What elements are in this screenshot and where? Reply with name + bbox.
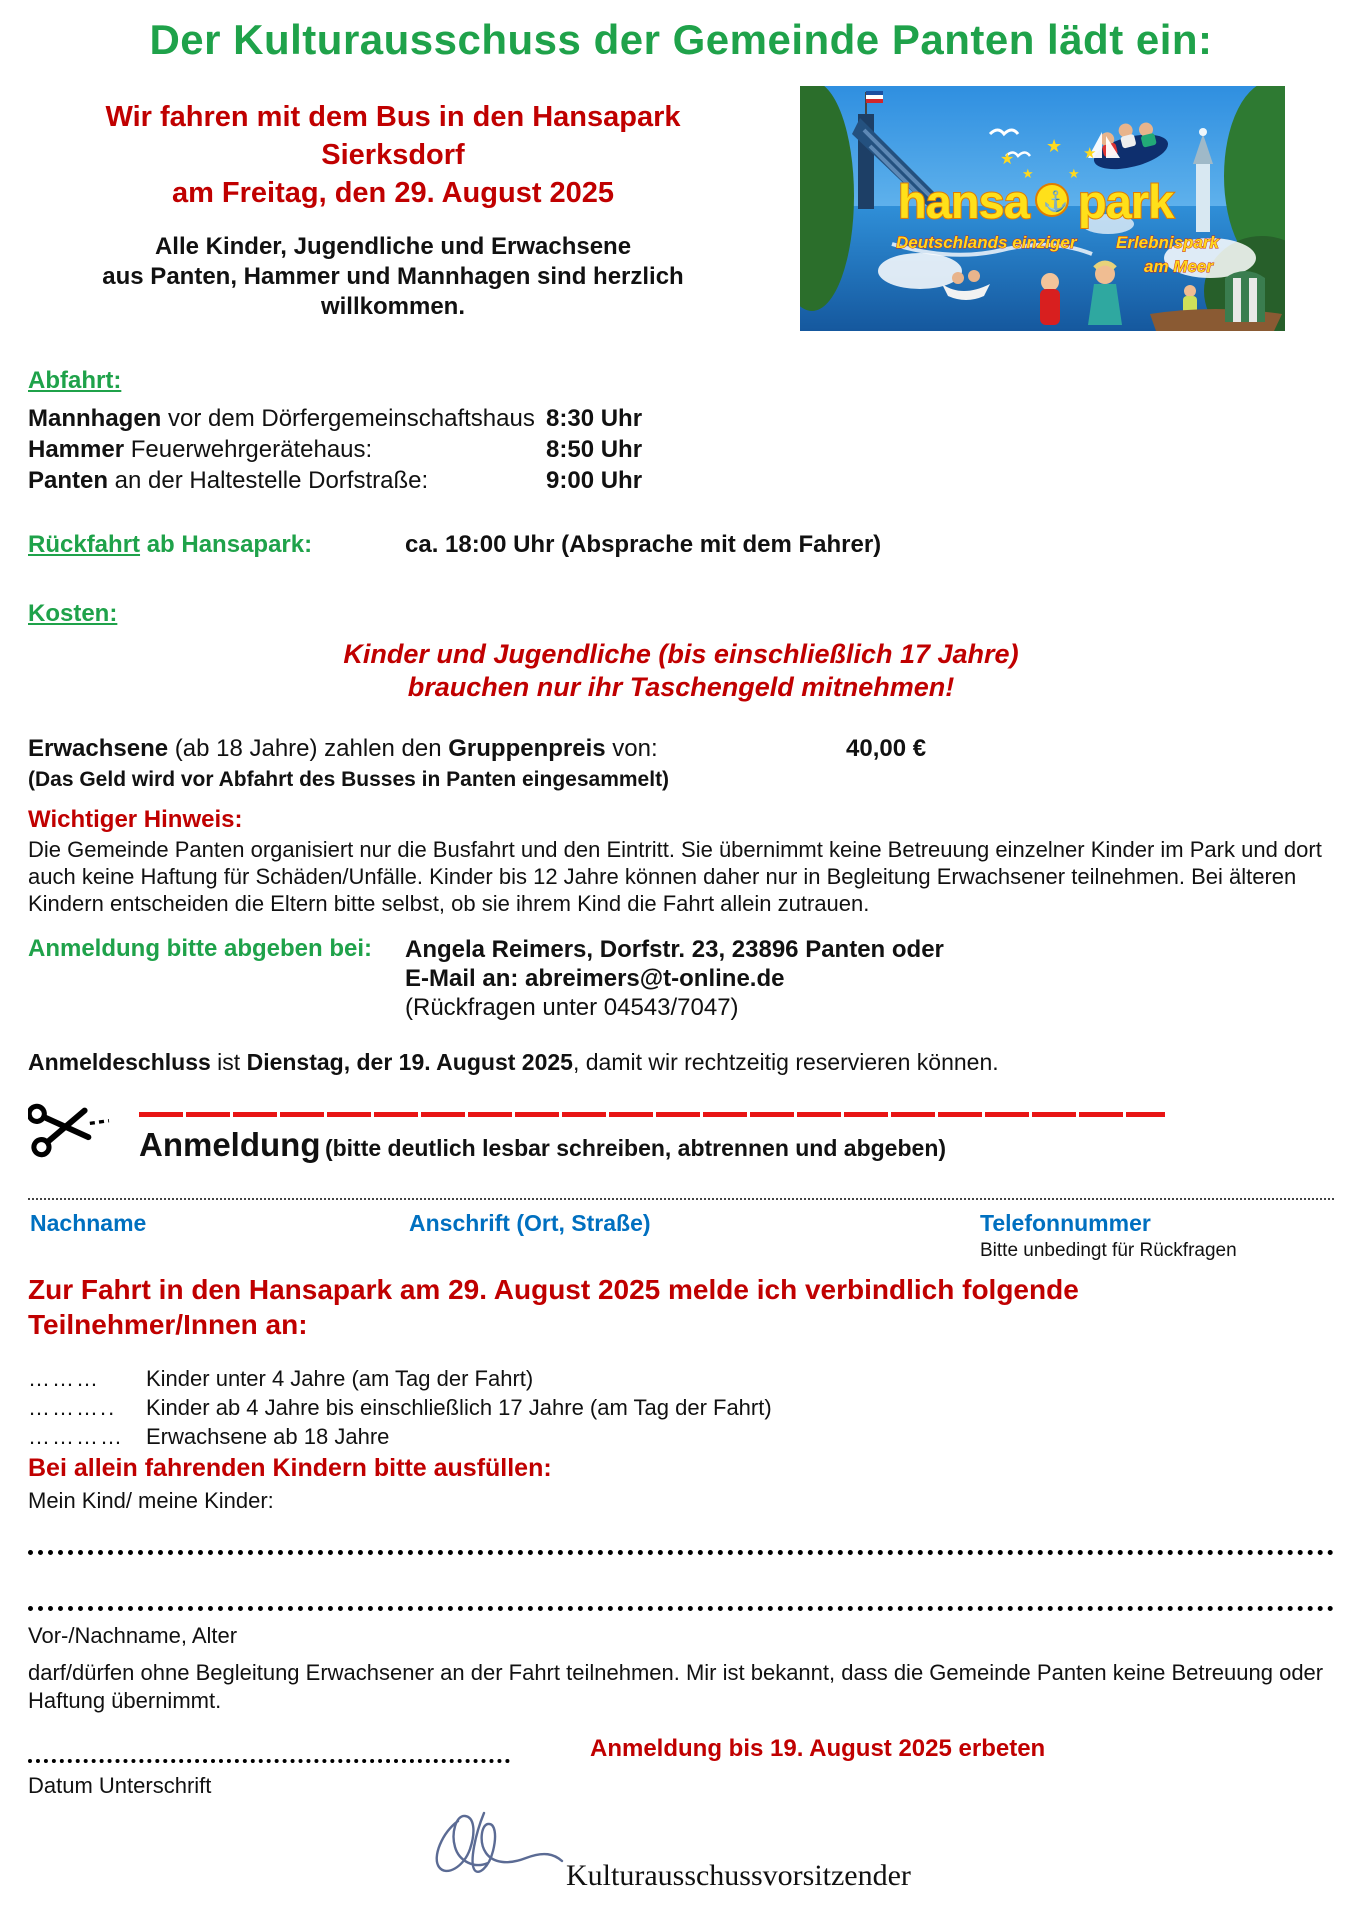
logo-star: ★ <box>1083 145 1097 162</box>
anmeldeschluss-mid: ist <box>210 1049 247 1075</box>
footer-role-title: Kulturausschussvorsitzender <box>566 1859 911 1892</box>
contact-email: E-Mail an: abreimers@t-online.de <box>405 965 785 992</box>
rueckfahrt-row <box>28 530 1334 560</box>
hansapark-illustration <box>800 86 1285 331</box>
register-line1: Zur Fahrt in den Hansapark am 29. August 2025 melde ich verbindlich folgende <box>28 1274 1079 1305</box>
kids-price-note <box>28 638 1334 704</box>
abfahrt-row <box>28 465 1334 496</box>
abfahrt-place-detail: Feuerwehrgerätehaus: <box>124 436 373 463</box>
page-title: Der Kulturausschuss der Gemeinde Panten lädt ein: <box>149 16 1213 63</box>
hinweis-paragraph: Die Gemeinde Panten organisiert nur die Busfahrt und den Eintritt. Sie übernimmt keine Betreuung einzelner Kinder im Park und dort auch keine Haftung für Schäden/Unfälle. Kinder bis 12 Jahre können daher nur in Begleitung Erwachsener teilnehmen. Bei älteren Kindern entscheiden die Eltern bitte selbst, ob sie ihrem Kind die Fahrt allein zutrauen. <box>28 837 1322 916</box>
hansapark-image <box>800 86 1285 331</box>
telefon-hint: Bitte unbedingt für Rückfragen <box>980 1240 1237 1261</box>
logo-star: ★ <box>1068 166 1080 181</box>
contact-address: Angela Reimers, Dorfstr. 23, 23896 Panten oder <box>405 936 944 963</box>
price-value: 40,00 € <box>846 735 927 762</box>
welcome-line1: Alle Kinder, Jugendliche und Erwachsene <box>154 233 632 260</box>
hinweis-heading: Wichtiger Hinweis: <box>28 806 243 833</box>
column-label-telefon: Telefonnummer <box>980 1210 1151 1236</box>
column-label-anschrift: Anschrift (Ort, Straße) <box>409 1210 651 1236</box>
form-header-note: (bitte deutlich lesbar schreiben, abtrennen und abgeben) <box>324 1135 947 1161</box>
trip-heading <box>28 98 758 212</box>
abfahrt-place: Mannhagen <box>28 405 162 432</box>
column-label-nachname: Nachname <box>30 1210 147 1236</box>
hansapark-logo-left: hansa <box>898 175 1029 228</box>
name-age-label: Vor-/Nachname, Alter <box>28 1623 238 1648</box>
adults-price-row <box>28 734 1334 764</box>
adults-label-mid: (ab 18 Jahre) zahlen den <box>168 735 449 762</box>
count-row <box>28 1422 1334 1451</box>
count-row <box>28 1364 1334 1393</box>
kids-price-line2: brauchen nur ihr Taschengeld mitnehmen! <box>407 672 955 702</box>
logo-star: ★ <box>1000 151 1015 168</box>
adults-label-bold: Erwachsene <box>28 735 169 762</box>
park-tagline-left: Deutschlands einziger <box>896 233 1077 252</box>
trip-heading-line1: Wir fahren mit dem Bus in den Hansapark <box>105 101 681 133</box>
abfahrt-place-detail: vor dem Dörfergemeinschaftshaus <box>161 405 535 432</box>
intro-block <box>28 86 758 322</box>
hansapark-logo-right: park <box>1078 175 1174 228</box>
welcome-line2: aus Panten, Hammer und Mannhagen sind herzlich <box>102 263 684 290</box>
write-line-heavy <box>28 1545 1334 1555</box>
count-label: Kinder ab 4 Jahre bis einschließlich 17 Jahre (am Tag der Fahrt) <box>146 1395 772 1420</box>
abgeben-section <box>28 935 1334 1023</box>
count-write-in: ………… <box>28 1424 124 1449</box>
abfahrt-place: Hammer <box>28 436 125 463</box>
group-price-label: Gruppenpreis <box>448 735 606 762</box>
anmeldeschluss-bold: Anmeldeschluss <box>28 1049 211 1075</box>
anchor-icon: ⚓ <box>1043 191 1068 213</box>
footer <box>0 1799 1362 1919</box>
abfahrt-section <box>28 367 1334 496</box>
park-tagline-right2: am Meer <box>1144 257 1213 276</box>
anmeldeschluss-row <box>28 1049 1334 1076</box>
kosten-section <box>28 600 1334 628</box>
rueckfahrt-label-rest: ab Hansapark: <box>140 531 313 558</box>
abfahrt-heading: Abfahrt: <box>28 367 122 394</box>
alone-children-heading: Bei allein fahrenden Kindern bitte ausfüllen: <box>28 1454 552 1482</box>
contact-phone: (Rückfragen unter 04543/7047) <box>405 994 739 1021</box>
money-collection-note: (Das Geld wird vor Abfahrt des Busses in Panten eingesammelt) <box>28 768 670 791</box>
register-statement <box>28 1272 1334 1342</box>
my-child-label: Mein Kind/ meine Kinder: <box>28 1488 274 1513</box>
count-label: Erwachsene ab 18 Jahre <box>146 1424 390 1449</box>
rueckfahrt-label <box>28 531 312 558</box>
header-row <box>28 86 1334 331</box>
abfahrt-row <box>28 403 1334 434</box>
consent-paragraph: darf/dürfen ohne Begleitung Erwachsener an der Fahrt teilnehmen. Mir ist bekannt, dass die Gemeinde Panten keine Betreuung oder Haftung übernimmt. <box>28 1660 1324 1713</box>
form-header-title: Anmeldung <box>139 1126 321 1163</box>
abfahrt-time: 8:30 Uhr <box>546 405 643 432</box>
register-line2: Teilnehmer/Innen an: <box>28 1309 308 1340</box>
abfahrt-place: Panten <box>28 467 109 494</box>
anmeldeschluss-date: Dienstag, der 19. August 2025 <box>246 1049 573 1075</box>
signature-deadline-row <box>28 1735 1334 1763</box>
anmeldeschluss-rest: , damit wir rechtzeitig reservieren können. <box>572 1049 999 1075</box>
logo-star: ★ <box>1022 166 1034 181</box>
kosten-heading: Kosten: <box>28 600 118 627</box>
trip-heading-line2: Sierksdorf <box>321 139 465 171</box>
abgeben-contact-block <box>405 935 944 1022</box>
cut-line <box>139 1112 1165 1117</box>
abfahrt-place-detail: an der Haltestelle Dorfstraße: <box>108 467 429 494</box>
count-row <box>28 1393 1334 1422</box>
form-header <box>139 1126 946 1164</box>
welcome-line3: willkommen. <box>320 293 466 320</box>
abgeben-label: Anmeldung bitte abgeben bei: <box>28 935 373 962</box>
park-tagline-right1: Erlebnispark <box>1116 233 1219 252</box>
write-line-heavy <box>28 1601 1334 1611</box>
deadline-note: Anmeldung bis 19. August 2025 erbeten <box>590 1735 1046 1762</box>
abfahrt-time: 8:50 Uhr <box>546 436 643 463</box>
count-write-in: ……….. <box>28 1395 117 1420</box>
rueckfahrt-label-underlined: Rückfahrt <box>28 531 141 558</box>
cut-line-block <box>28 1094 1334 1188</box>
participant-count-rows <box>28 1364 1334 1451</box>
trip-heading-line3: am Freitag, den 29. August 2025 <box>171 177 615 209</box>
rueckfahrt-time: ca. 18:00 Uhr (Absprache mit dem Fahrer) <box>405 531 882 558</box>
abfahrt-time: 9:00 Uhr <box>546 467 643 494</box>
abfahrt-row <box>28 434 1334 465</box>
welcome-text <box>28 232 758 322</box>
date-signature-label: Datum Unterschrift <box>28 1773 212 1798</box>
adults-label-end: von: <box>605 735 658 762</box>
logo-star: ★ <box>1046 136 1063 156</box>
count-label: Kinder unter 4 Jahre (am Tag der Fahrt) <box>146 1366 534 1391</box>
signature-write-line <box>28 1737 510 1763</box>
kids-price-line1: Kinder und Jugendliche (bis einschließlich 17 Jahre) <box>343 639 1019 669</box>
abfahrt-rows <box>28 403 1334 496</box>
scissors-icon <box>28 1094 112 1160</box>
count-write-in: ……… <box>28 1366 100 1391</box>
form-column-labels <box>28 1200 1334 1264</box>
